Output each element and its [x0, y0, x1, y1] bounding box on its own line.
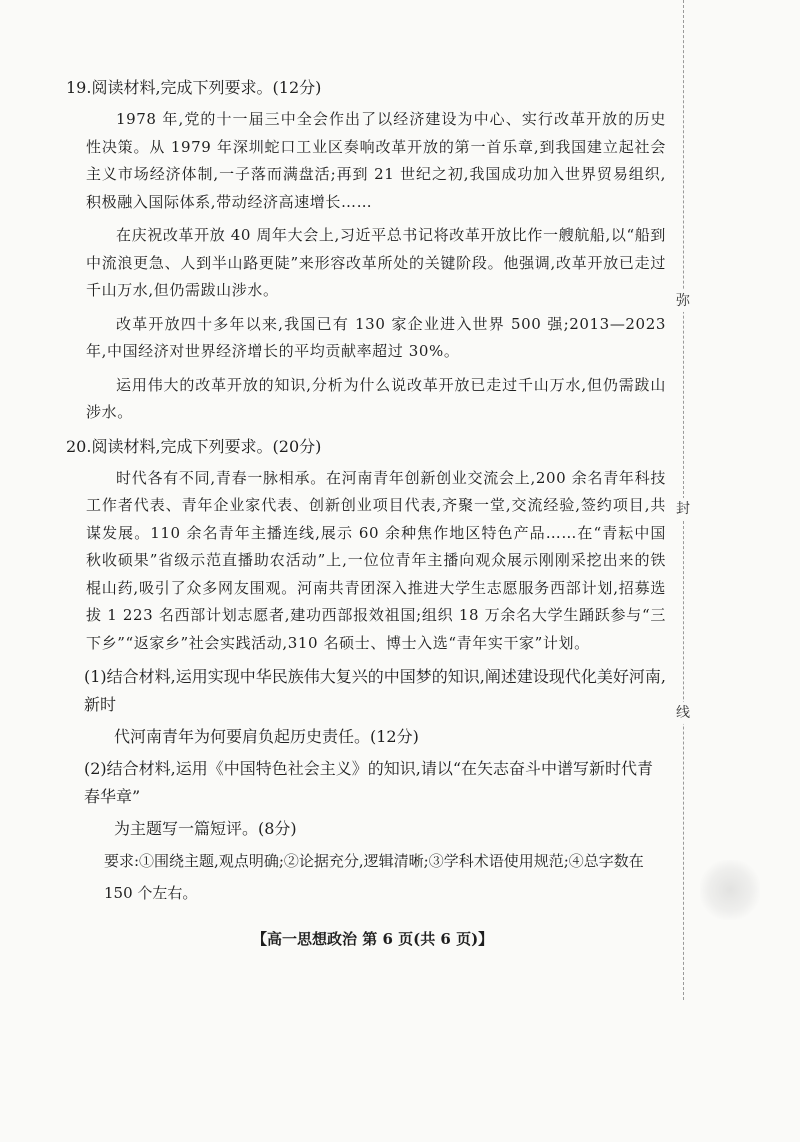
- question-20-sub1-line1: (1)结合材料,运用实现中华民族伟大复兴的中国梦的知识,阐述建设现代化美好河南,新时: [84, 667, 666, 714]
- question-20-requirements-line1: 要求:①围绕主题,观点明确;②论据充分,逻辑清晰;③学科术语使用规范;④总字数在: [104, 852, 644, 870]
- binding-mark-feng: 封: [672, 498, 694, 520]
- question-19-material-3: 改革开放四十多年以来,我国已有 130 家企业进入世界 500 强;2013—2023 年,中国经济对世界经济增长的平均贡献率超过 30%。: [86, 314, 666, 360]
- question-19: [66, 74, 666, 427]
- question-20-material: 时代各有不同,青春一脉相承。在河南青年创新创业交流会上,200 余名青年科技工作者代表、青年企业家代表、创新创业项目代表,齐聚一堂,交流经验,签约项目,共谋发展。110 余名青年主播连线,展示 60 余种焦作地区特色产品……在“青耘中国 秋收硕果”省级示范直播助农活动”上,一位位青年主播向观众展示刚刚采挖出来的铁棍山药,吸引了众多网友围观。河南共青团深入推进大学生志愿服务西部计划,招募选拔 1 223 名西部计划志愿者,建功西部报效祖国;组织 18 万余名大学生踊跃参与“三下乡”“返家乡”社会实践活动,310 名硕士、博士入选“青年实干家”计划。: [86, 468, 666, 652]
- question-20-title: 20.阅读材料,完成下列要求。(20分): [66, 436, 322, 456]
- question-20: [66, 433, 666, 908]
- question-20-requirements-line2: 150 个左右。: [104, 884, 198, 902]
- question-19-task: 运用伟大的改革开放的知识,分析为什么说改革开放已走过千山万水,但仍需跋山涉水。: [86, 375, 666, 421]
- question-20-sub2-line1: (2)结合材料,运用《中国特色社会主义》的知识,请以“在矢志奋斗中谱写新时代青春华章”: [84, 759, 654, 806]
- question-19-material-1: 1978 年,党的十一届三中全会作出了以经济建设为中心、实行改革开放的历史性决策。从 1979 年深圳蛇口工业区奏响改革开放的第一首乐章,到我国建立起社会主义市场经济体制,一子落而满盘活;再到 21 世纪之初,我国成功加入世界贸易组织,积极融入国际体系,带动经济高速增长……: [86, 110, 666, 211]
- question-20-sub1-line2: 代河南青年为何要肩负起历史责任。(12分): [114, 727, 419, 746]
- binding-mark-xian: 线: [672, 702, 694, 724]
- binding-mark-mi: 弥: [672, 290, 694, 312]
- page-footer: 【高一思想政治 第 6 页(共 6 页)】: [252, 930, 494, 948]
- question-content: [66, 74, 666, 907]
- question-19-material-2: 在庆祝改革开放 40 周年大会上,习近平总书记将改革开放比作一艘航船,以“船到中流浪更急、人到半山路更陡”来形容改革所处的关键阶段。他强调,改革开放已走过千山万水,但仍需跋山涉水。: [86, 226, 666, 299]
- scan-stain: [700, 860, 760, 920]
- question-20-sub2-line2: 为主题写一篇短评。(8分): [114, 819, 297, 838]
- question-19-title: 19.阅读材料,完成下列要求。(12分): [66, 78, 322, 97]
